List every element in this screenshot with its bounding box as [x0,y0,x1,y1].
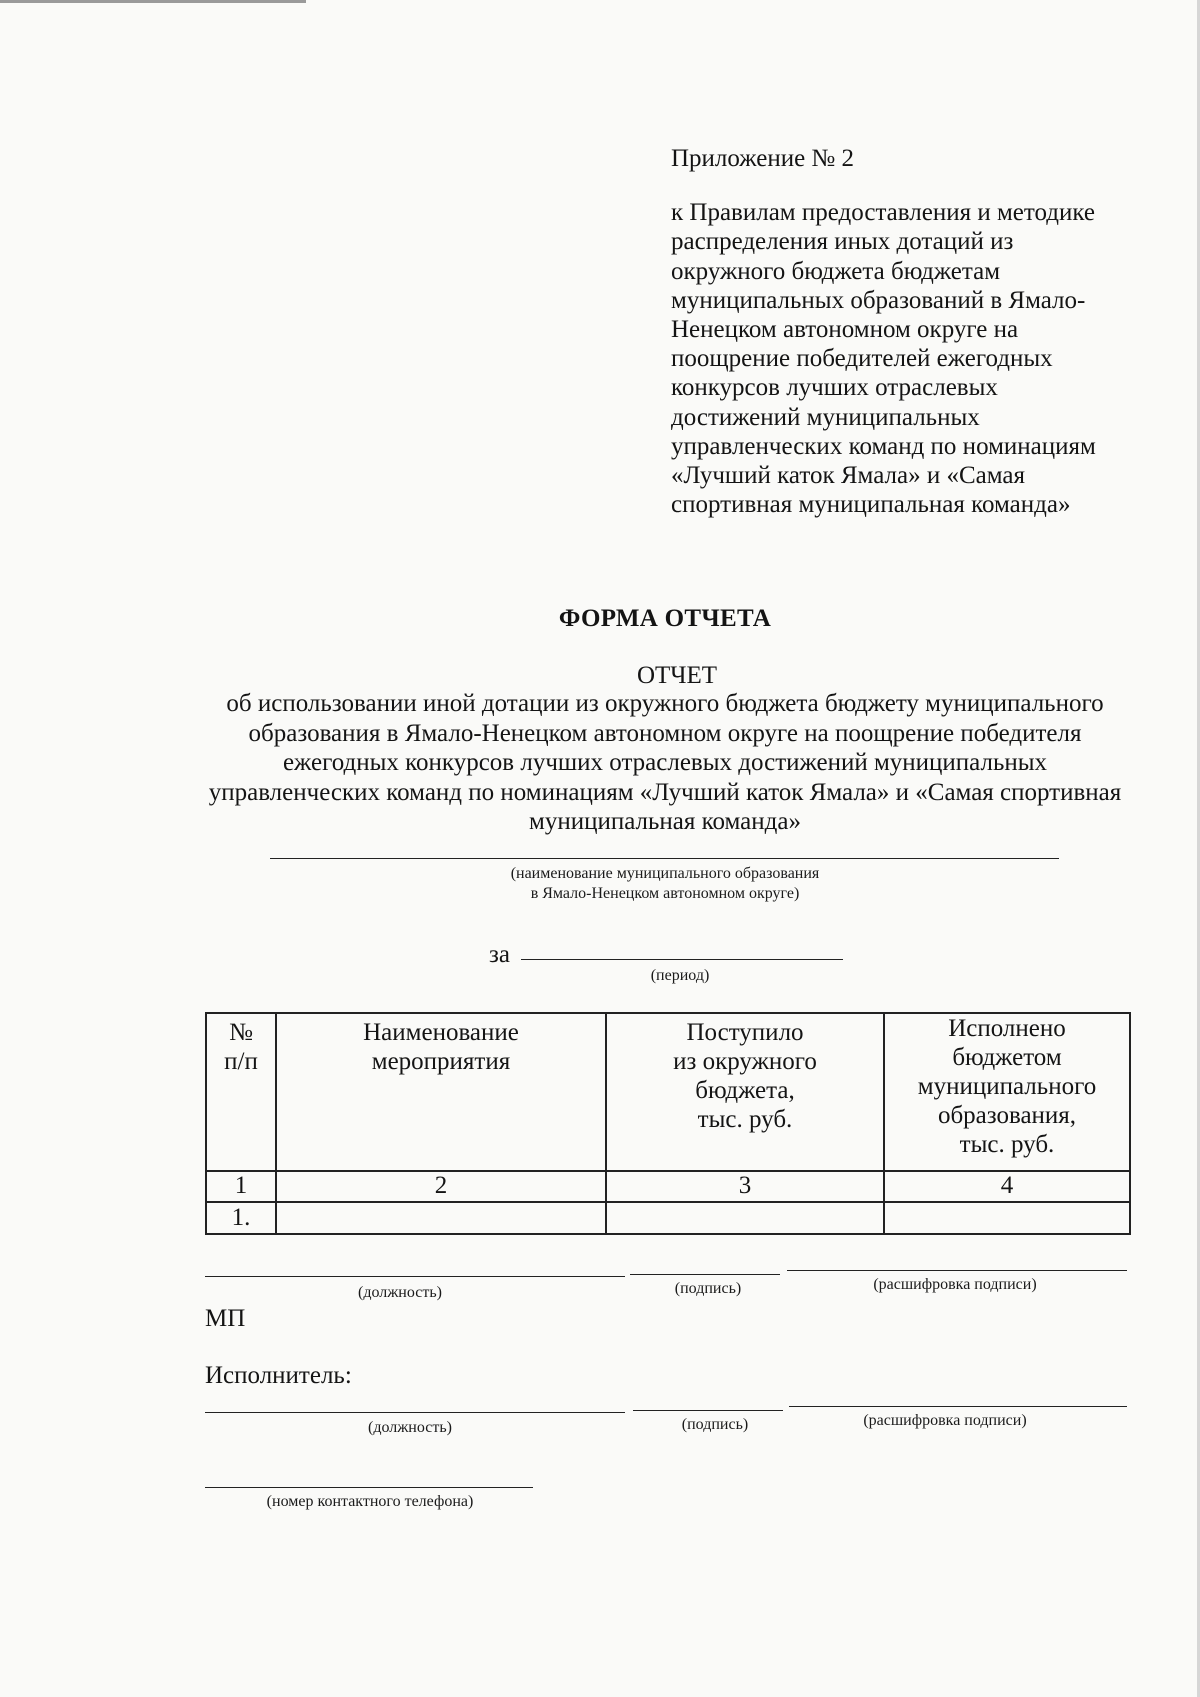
column-number: 1 [206,1171,276,1202]
appendix-text: к Правилам предоставления и методике распределения иных дотаций из окружного бюджета бюджетам муниципальных образований в Ямало-Ненецком автономном округе на поощрение победителей ежегодных конкурсов лучших отраслевых достижений муниципальных управленческих команд по номинациям «Лучший каток Ямала» и «Самая спортивная муниципальная команда» [671,199,1096,519]
row-executed [884,1202,1130,1234]
municipality-caption-line-1: (наименование муниципального образования [510,865,820,882]
row-received [606,1202,884,1234]
executor-position-caption: (должность) [368,1419,452,1436]
report-title: ОТЧЕТ [636,662,718,689]
column-number: 4 [884,1171,1130,1202]
table-header-row [206,1013,1130,1171]
phone-line [205,1487,533,1488]
municipality-caption [400,864,930,904]
signature-position-line [205,1276,625,1277]
municipality-name-line [270,858,1059,859]
executor-label: Исполнитель: [205,1362,352,1389]
municipality-caption-line-2: в Ямало-Ненецком автономном округе) [530,885,800,902]
period-caption: (период) [650,967,710,984]
row-number: 1. [206,1202,276,1234]
phone-caption: (номер контактного телефона) [266,1493,474,1510]
header-number: № п/п [206,1013,276,1171]
signature-sign-line [630,1274,780,1275]
appendix-block [671,144,1101,519]
executor-sign-line [633,1410,783,1411]
executor-decoding-caption: (расшифровка подписи) [863,1412,1027,1429]
signature-decoding-line [787,1270,1127,1271]
seal-label: МП [205,1305,246,1332]
header-executed: Исполнено бюджетом муниципального образования, тыс. руб. [884,1013,1130,1171]
header-received: Поступило из окружного бюджета, тыс. руб. [606,1013,884,1171]
period-prefix: за [489,941,510,968]
executor-sign-caption: (подпись) [681,1416,749,1433]
executor-decoding-line [789,1406,1127,1407]
signature-position-caption: (должность) [358,1284,442,1301]
appendix-title: Приложение № 2 [671,145,855,172]
executor-position-line [205,1412,625,1413]
row-event-name [276,1202,606,1234]
column-number-row [206,1171,1130,1202]
report-description: об использовании иной дотации из окружного бюджета бюджету муниципального образования в Ямало-Ненецком автономном округе на поощрение победителя ежегодных конкурсов лучших отраслевых достижений муниципальных управленческих команд по номинациям «Лучший каток Ямала» и «Самая спортивная муниципальная команда» [208,690,1122,835]
period-line [521,959,843,960]
header-event-name: Наименование мероприятия [276,1013,606,1171]
scan-edge-top [0,0,306,3]
signature-sign-caption: (подпись) [674,1280,742,1297]
column-number: 3 [606,1171,884,1202]
report-table [205,1012,1131,1235]
signature-decoding-caption: (расшифровка подписи) [873,1276,1037,1293]
table-row [206,1202,1130,1234]
form-title: ФОРМА ОТЧЕТА [558,605,772,632]
column-number: 2 [276,1171,606,1202]
